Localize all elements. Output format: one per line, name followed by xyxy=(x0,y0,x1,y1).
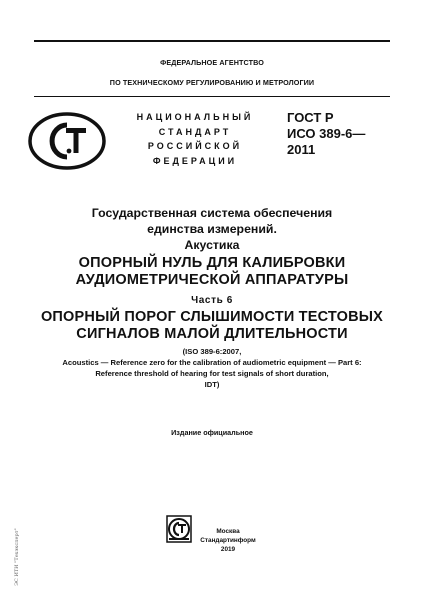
standard-type-line: СТАНДАРТ xyxy=(158,126,232,137)
part-title-line: ОПОРНЫЙ ПОРОГ СЛЫШИМОСТИ ТЕСТОВЫХ xyxy=(40,309,384,325)
standard-type-line: НАЦИОНАЛЬНЫЙ xyxy=(136,112,254,122)
main-title xyxy=(0,255,424,289)
side-note: ЭС ИТИ "Техэксперт" xyxy=(13,528,20,586)
subject-title: Акустика xyxy=(184,238,240,252)
standartinform-logo-icon xyxy=(166,515,192,543)
top-rule xyxy=(34,40,390,42)
standard-type xyxy=(120,110,270,168)
main-title-line: ОПОРНЫЙ НУЛЬ ДЛЯ КАЛИБРОВКИ xyxy=(78,255,346,271)
part-title xyxy=(0,309,424,343)
main-title-line: АУДИОМЕТРИЧЕСКОЙ АППАРАТУРЫ xyxy=(75,272,349,288)
agency-line-2: ПО ТЕХНИЧЕСКОМУ РЕГУЛИРОВАНИЮ И МЕТРОЛОГИИ xyxy=(109,78,315,87)
publisher-info xyxy=(192,527,264,554)
system-title-line: единства измерений. xyxy=(147,222,277,236)
english-reference-line: (ISO 389-6:2007, xyxy=(182,347,242,356)
publisher-year: 2019 xyxy=(220,546,236,553)
agency-line-1: ФЕДЕРАЛЬНОЕ АГЕНТСТВО xyxy=(160,58,264,67)
english-reference-line: IDT) xyxy=(204,380,220,389)
gost-r-logo-icon xyxy=(27,111,107,171)
part-label: Часть 6 xyxy=(191,295,233,306)
english-reference-line: Reference threshold of hearing for test signals of short duration, xyxy=(95,369,329,378)
standard-type-line: ФЕДЕРАЦИИ xyxy=(152,155,238,166)
standard-number-line: ИСО 389-6— xyxy=(287,126,366,141)
system-title-line: Государственная система обеспечения xyxy=(91,206,333,220)
system-title xyxy=(0,205,424,253)
publisher-name: Стандартинформ xyxy=(200,537,256,544)
standard-type-line: РОССИЙСКОЙ xyxy=(147,141,243,151)
english-reference xyxy=(0,346,424,390)
standard-number-line: 2011 xyxy=(287,142,316,157)
edition-label: Издание официальное xyxy=(171,428,253,437)
header-rule xyxy=(34,96,390,97)
standard-number xyxy=(287,110,397,158)
english-reference-line: Acoustics — Reference zero for the calibration of audiometric equipment — Part 6: xyxy=(62,358,362,367)
publisher-city: Москва xyxy=(216,528,240,535)
part-title-line: СИГНАЛОВ МАЛОЙ ДЛИТЕЛЬНОСТИ xyxy=(76,326,348,342)
standard-number-line: ГОСТ Р xyxy=(287,110,334,125)
